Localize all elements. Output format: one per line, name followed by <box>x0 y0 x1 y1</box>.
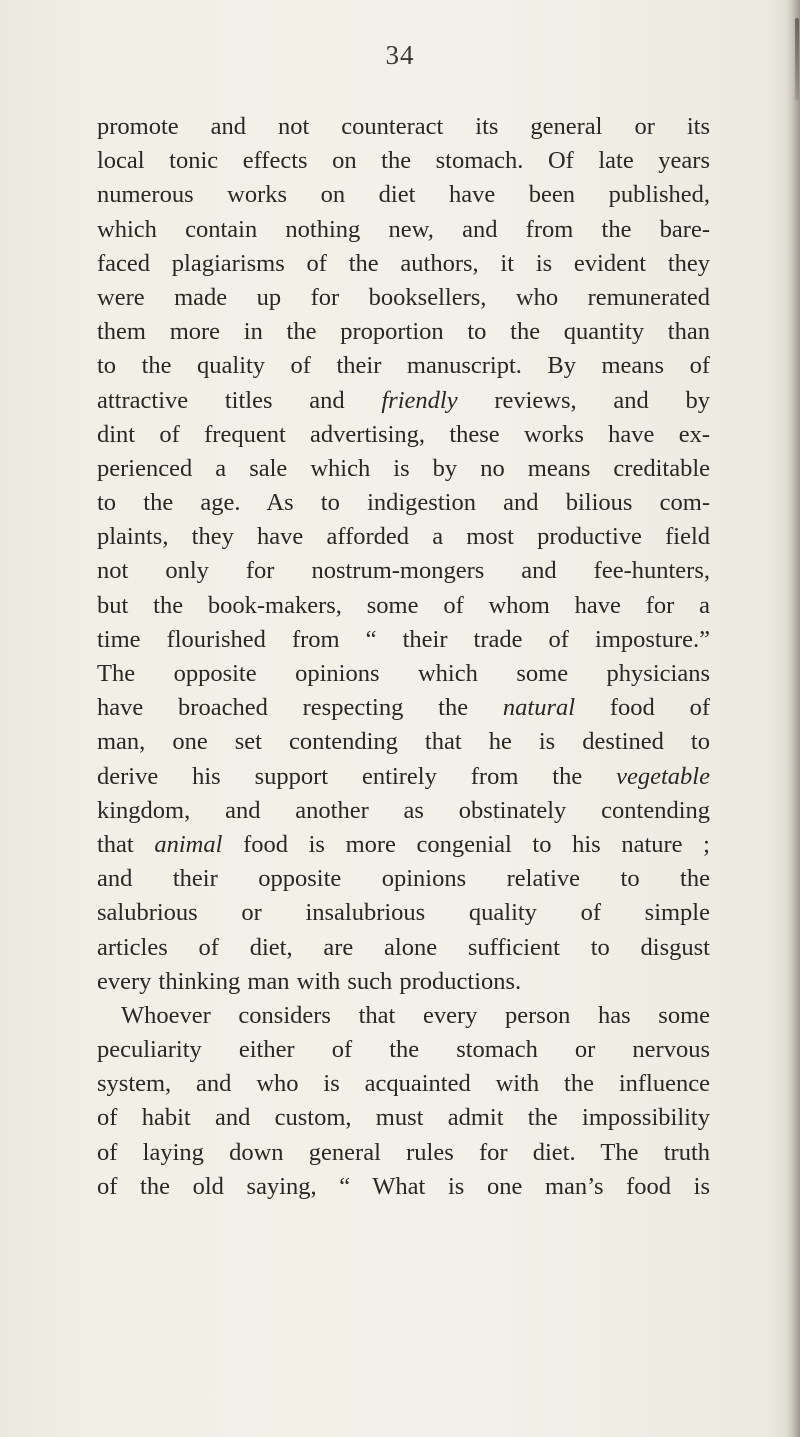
text-segment: food of <box>575 694 710 722</box>
text-line <box>97 931 710 965</box>
text-segment: salubrious or insalubrious quality of simple <box>97 899 710 927</box>
text-segment: that <box>97 830 155 858</box>
text-line <box>97 999 710 1033</box>
text-segment: promote and not counteract its general or its <box>97 113 710 140</box>
text-segment: plaints, they have afforded a most productive field <box>97 523 710 551</box>
text-line <box>97 794 710 828</box>
text-segment: have broached respecting the <box>97 694 503 722</box>
text-segment: to the age. As to indigestion and bilious com- <box>97 489 710 517</box>
text-segment: perienced a sale which is by no means creditable <box>97 454 710 482</box>
text-line <box>97 1067 710 1101</box>
text-line <box>97 520 710 554</box>
text-line <box>97 178 710 212</box>
text-segment: of the old saying, “ What is one man’s food is <box>97 1172 710 1200</box>
italic-emphasis: vegetable <box>616 762 710 790</box>
text-line <box>97 623 710 657</box>
text-segment: system, and who is acquainted with the influence <box>97 1070 710 1098</box>
text-line <box>97 828 710 862</box>
italic-emphasis: animal <box>154 830 223 858</box>
text-segment: to the quality of their manuscript. By means of <box>97 352 710 380</box>
text-segment: local tonic effects on the stomach. Of late years <box>97 147 710 175</box>
text-line <box>97 144 710 178</box>
text-line <box>97 965 710 999</box>
text-line <box>97 315 710 349</box>
text-line <box>97 213 710 247</box>
text-segment: every thinking man with such productions. <box>97 967 522 995</box>
text-line <box>97 691 710 725</box>
text-line <box>97 554 710 588</box>
text-line <box>97 418 710 452</box>
text-segment: but the book-makers, some of whom have for a <box>97 591 710 619</box>
text-segment: them more in the proportion to the quantity than <box>97 318 710 346</box>
text-segment: of habit and custom, must admit the impossibility <box>97 1104 710 1132</box>
page-edge-shadow <box>786 0 800 1437</box>
text-segment: and their opposite opinions relative to the <box>97 865 710 893</box>
text-line <box>97 1101 710 1135</box>
text-line <box>97 281 710 315</box>
text-segment: kingdom, and another as obstinately contending <box>97 796 710 824</box>
text-segment: food is more congenial to his nature ; <box>222 830 710 858</box>
text-segment: man, one set contending that he is destined to <box>97 728 710 756</box>
text-segment: derive his support entirely from the <box>97 762 617 790</box>
text-segment: faced plagiarisms of the authors, it is evident they <box>97 249 710 277</box>
text-line <box>97 452 710 486</box>
text-segment: Whoever considers that every person has some <box>121 1001 710 1029</box>
text-segment: peculiarity either of the stomach or nervous <box>97 1036 710 1064</box>
body-text <box>97 110 710 1204</box>
italic-emphasis: natural <box>502 694 576 722</box>
text-segment: of laying down general rules for diet. The truth <box>97 1138 710 1166</box>
text-segment: The opposite opinions which some physicians <box>97 660 710 687</box>
text-line <box>97 110 710 144</box>
text-line <box>97 862 710 896</box>
text-line <box>97 896 710 930</box>
text-line <box>97 1136 710 1170</box>
text-segment: articles of diet, are alone sufficient to disgust <box>97 933 710 961</box>
text-segment: time flourished from “ their trade of imposture.” <box>97 625 710 653</box>
text-line <box>97 589 710 623</box>
text-segment: dint of frequent advertising, these works have ex- <box>97 420 710 448</box>
text-segment: not only for nostrum-mongers and fee-hunters, <box>97 557 710 585</box>
text-line <box>97 1170 710 1204</box>
text-line <box>97 760 710 794</box>
text-line <box>97 1033 710 1067</box>
text-segment: attractive titles and <box>97 386 382 414</box>
text-line <box>97 657 710 691</box>
italic-emphasis: friendly <box>381 386 458 414</box>
text-segment: numerous works on diet have been published, <box>97 181 710 209</box>
text-segment: which contain nothing new, and from the bare- <box>97 215 710 243</box>
page-number: 34 <box>385 40 415 70</box>
text-line <box>97 384 710 418</box>
text-line <box>97 247 710 281</box>
text-segment: were made up for booksellers, who remunerated <box>97 283 710 311</box>
text-line <box>97 486 710 520</box>
text-line <box>97 349 710 383</box>
text-segment: reviews, and by <box>457 386 710 414</box>
text-line <box>97 725 710 759</box>
